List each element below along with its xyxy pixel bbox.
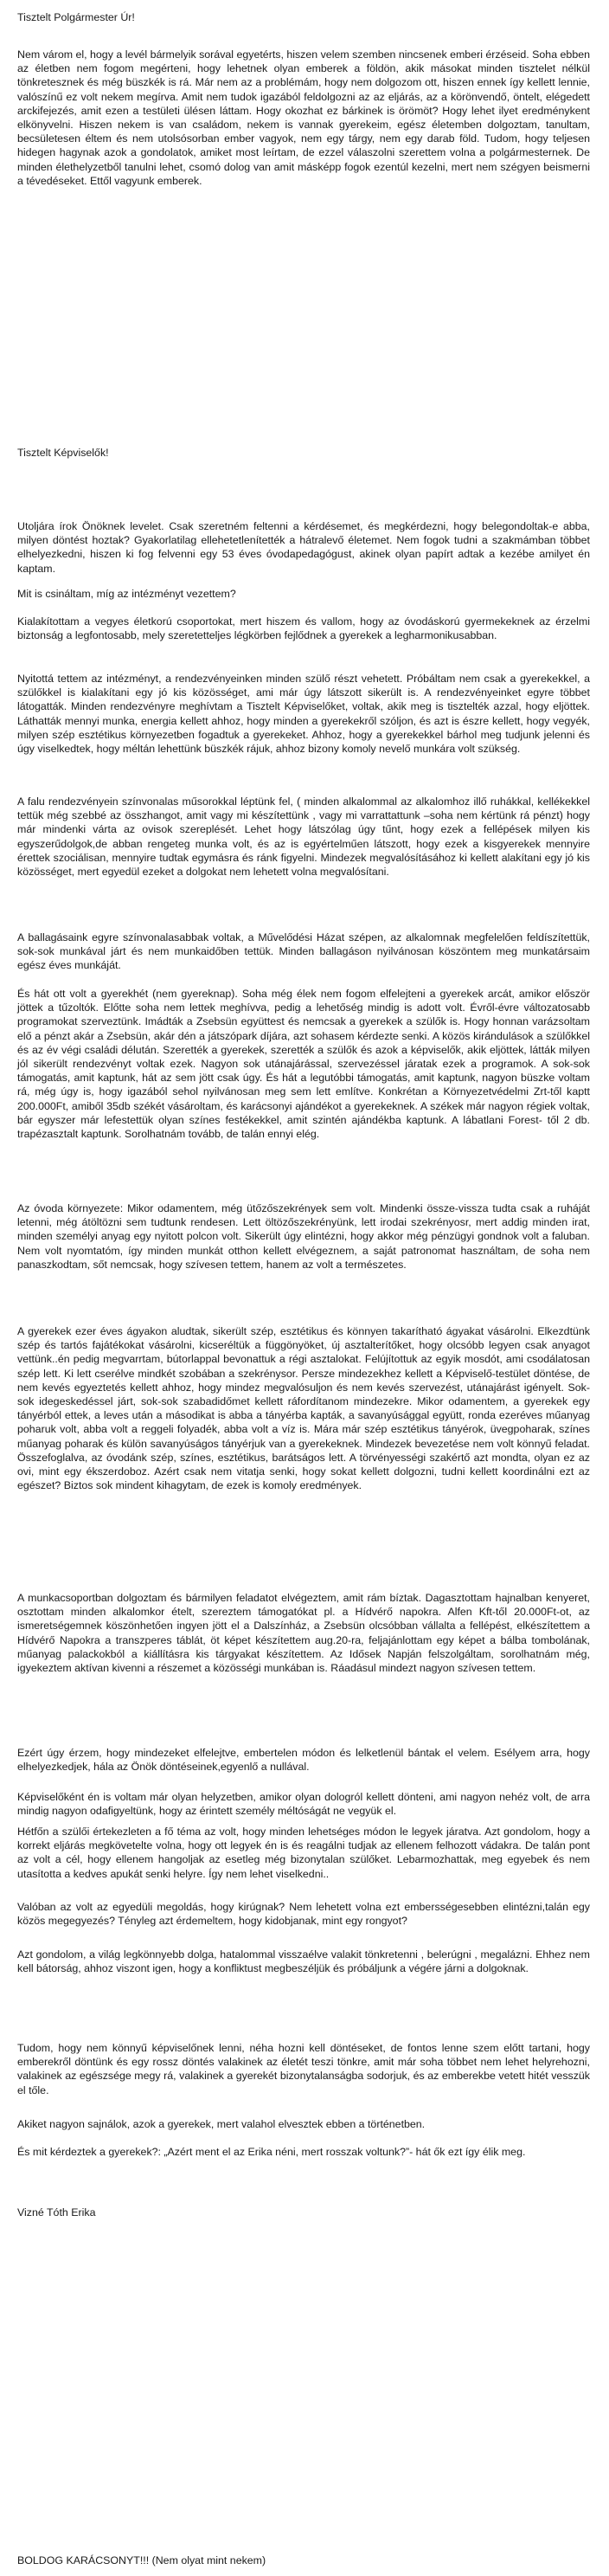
letter1-body: Nem várom el, hogy a levél bármelyik sorával egyetérts, hiszen velem szemben nincsenek emberi érzéseid. Soha ebben az életben nem fogom megérteni, hogy lehetnek olyan emberek a földön, akik másokat minden tisztelet nélkül tönkretesznek és még büszkék is rá. Már nem az a problémám, hogy nem dolgozom ott, hiszen ennek így kellett lennie, valószínű ez volt nekem megírva. Amit nem tudok igazából feldolgozni az az eljárás, az a körönvendő, öntelt, elégedett arckifejezés, amit ezen a testületi ülésen láttam. Hogy okozhat ez bárkinek is örömöt? Hogy lehet ilyet eredménykent elkönyvelni. Hiszen nekem is van családom, nekem is vannak gyerekeim, egész életemben dolgoztam, tanultam, becsületesen éltem és nem utolsósorban ember vagyok, nem egy tárgy, nem egy darab föld. Tudom, hogy teljesen hidegen hagynak azok a gondolatok, amiket most leírtam, de ezzel válaszolni szerettem volna a polgármesternek. De minden élethelyzetből tanulni lehet, csomó dolog van amit másképp fogok ezentúl kezelni, mert nem szégyen beismerni a tévedéseket. Ettől vagyunk emberek. <box>17 48 590 187</box>
letter2-paragraph: Ezért úgy érzem, hogy mindezeket elfelejtve, embertelen módon és lelketlenül bántak el velem. Esélyem arra, hogy elhelyezkedjek, hála az Önök döntéseinek,egyenlő a nullával. <box>17 1747 590 1774</box>
letter2-paragraph: Mit is csináltam, míg az intézményt vezettem? <box>17 588 236 600</box>
letter2-paragraph: És mit kérdeztek a gyerekek?: „Azért ment el az Erika néni, mert rosszak voltunk?”- hát ők ezt így élik meg. <box>17 2146 526 2158</box>
letter2-paragraph: A falu rendezvényein színvonalas műsorokkal léptünk fel, ( minden alkalommal az alkalomhoz illő ruhákkal, kellékekkel tettük még szebbé az összhangot, amit vagy mi készítettünk , vagy mi varrattattunk –soha nem kértünk rá pénzt) hogy már mindenki várta az ovisok szereplését. Lehet hogy látszólag úgy tűnt, hogy ezek a fellépések milyen kis egyszerűdolgok,de abban rengeteg munka volt, és az is egyértelműen látszott, hogy ezek a kisgyerekek mennyire érettek szociálisan, mennyire tudtak egymásra és ránk figyelni. Mindezek megvalósításához ki kellett alakítani egy jó kis közösséget, mert egyedül ezeket a dolgokat nem lehetett volna megvalósítani. <box>17 795 590 879</box>
letter2-paragraph: A ballagásaink egyre színvonalasabbak voltak, a Művelődési Házat szépen, az alkalomnak megfelelően feldíszítettük, sok-sok munkával járt és nem munkaidőben tettük. Minden ballagáson nyilvánosan köszöntem meg munkatársaim egész éves munkáját. <box>17 931 590 972</box>
letter2-salutation: Tisztelt Képviselők! <box>17 447 109 459</box>
letter2-paragraph: Nyitottá tettem az intézményt, a rendezvényeinken minden szülő részt vehetett. Próbáltam nem csak a gyerekekkel, a szülőkkel is kialakítani egy jó kis közösséget, ami már úgy látszott sikerült is. A rendezvényeinket egyre többet látogatták. Minden rendezvényre meghívtam a Tisztelt Képviselőket, voltak, akik meg is tisztelték azzal, hogy eljöttek. Láthatták mennyi munka, energia kellett ahhoz, hogy minden a gyerekekről szóljon, és azt is észre kellett, hogy vegyék, milyen szép esztétikus környezetben fogadtuk a gyerekeket. Ahhoz, hogy a gyerekekkel bárhol meg tudjunk jelenni és úgy viselkedtek, hogy méltán lehettünk büszkék rájuk, ahhoz bizony komoly nevelő munkára volt szükség. <box>17 673 590 756</box>
letter2-paragraph: Kialakítottam a vegyes életkorú csoportokat, mert hiszem és vallom, hogy az óvodáskorú gyermekeknek az érzelmi biztonság a legfontosabb, mely szeretetteljes légkörben fejlődnek a gyerekek a legharmonikusabban. <box>17 615 590 642</box>
letter2-paragraph: Az óvoda környezete: Mikor odamentem, még ütőzőszekrények sem volt. Mindenki össze-vissza tudta csak a ruháját letenni, még átöltözni sem tudtunk rendesen. Lett öltözőszekrényünk, lett irodai szekrényosr, mert addig minden irat, minden személyi anyag egy nyitott polcon volt. Sikerült úgy elintézni, hogy akkor még pénzügyi gondnok volt a faluban. Nem volt nyomtatóm, így minden munkát otthon kellett elvégeznem, a saját patronomat használtam, de soha nem panaszkodtam, sőt nemcsak, hogy szívesen tettem, hanem az volt a természetes. <box>17 1202 590 1271</box>
closing-greeting: BOLDOG KARÁCSONYT!!! (Nem olyat mint nekem) <box>17 2554 266 2567</box>
signature: Vizné Tóth Erika <box>17 2206 96 2219</box>
letter2-paragraph: Képviselőként én is voltam már olyan helyzetben, amikor olyan dologról kellett dönteni, ami nagyon nehéz volt, de arra mindig nagyon odafigyeltünk, hogy az érintett személy méltóságát ne vegyük el. <box>17 1791 590 1818</box>
letter1-salutation: Tisztelt Polgármester Úr! <box>17 11 135 23</box>
letter2-paragraph: Tudom, hogy nem könnyű képviselőnek lenni, néha hozni kell döntéseket, de fontos lenne szem előtt tartani, hogy emberekről döntünk és egy rossz döntés valakinek az életét teszi tönkre, amit már soha többet nem lehet helyrehozni, valakinek az egészsége megy rá, valakinek a gyerekét bizonytalanságba sodorjuk, és az emberekbe vetett hitét vesszük el tőle. <box>17 2042 590 2096</box>
letter2-paragraph: A munkacsoportban dolgoztam és bármilyen feladatot elvégeztem, amit rám bíztak. Dagasztottam hajnalban kenyeret, osztottam minden alkalomkor ételt, szereztem támogatókat pl. a Hídvérő napokra. Alfen Kft-től 20.000Ft-ot, az ismeretségemnek köszönhetően ingyen jött el a Dalszínház, a Zsebsün olcsóbban vállalta a fellépést, elkészítettem a Hídvérő Napokra a transzperes táblát, öt képet készítettem aug.20-ra, feljajánlottam egy képet a bálba tombolának, műanyag palackokból a kiállításra kis tárgyakat készítettem. Az Idősek Napján felszolgáltam, sorolhatnám még, igyekeztem aktívan kivenni a részemet a közösségi munkában is. Ráadásul mindezt nagyon szívesen tettem. <box>17 1592 590 1675</box>
letter2-paragraph: A gyerekek ezer éves ágyakon aludtak, sikerült szép, esztétikus és könnyen takarítható ágyakat vásárolni. Elkezdtünk szép és tartós fajátékokat vásárolni, kicseréltük a függönyöket, új asztalterítőket, hogy olcsóbb legyen csak anyagot vettünk..én pedig megvarrtam, bútorlappal bevonattuk a régi asztalokat. Felújítottuk az egyik mosdót, ami csodálatosan szép lett. Ki lett cserélve mindkét szobában a szekrénysor. Persze mindezekhez kellett a Képviselő-testület döntése, de nem kevés egyeztetés kellett ahhoz, hogy mindez megvalósuljon és nem kevés szervezést, utánajárást igényelt. Sok-sok idegeskedéssel járt, sok-sok szabadidőmet kellett ráfordítanom mindezekre. Mikor odamentem, a gyerekek egy tányérból ettek, a leves után a másodikat is abba a tányérba kapták, a savanyúsággal együtt, ronda ezeréves műanyag poharuk volt, abba volt a reggeli folyadék, abba volt a víz is. Mára már szép esztétikus tányérok, üvegpoharak, színes műanyag poharak és külön savanyúságos tányérjuk van a gyerekeknek. Mindezek bevezetése nem volt könnyű feladat. Összefoglalva, az óvodánk szép, színes, esztétikus, barátságos lett. A törvényességi szakértő azt mondta, olyan ez az ovi, mint egy ékszerdoboz. Azért csak nem vitatja senki, hogy sokat kellett dolgozni, tudni kellett koordinálni ezt az egészet? Biztos sok mindent kihagytam, de ezek is komoly eredmények. <box>17 1325 590 1492</box>
letter2-paragraph: Hétfőn a szülői értekezleten a fő téma az volt, hogy minden lehetséges módon le legyek járatva. Azt gondolom, hogy a korrekt eljárás megkövetelte volna, hogy ott legyek én is és reagálni tudjak az ellenem felhozott vádakra. De talán pont az volt a cél, hogy ellenem hangoljak az esetleg még bizonytalan szülőket. Lebarmozhattak, meg egyebek és nem utasította a kedves apukát senki helyre. Így nem lehet viselkedni.. <box>17 1826 590 1880</box>
letter2-paragraph: Valóban az volt az egyedüli megoldás, hogy kirúgnak? Nem lehetett volna ezt embersségesebben elintézni,talán egy közös megegyezés? Tényleg azt érdemeltem, hogy kidobjanak, mint egy rongyot? <box>17 1901 590 1928</box>
letter2-paragraph: Azt gondolom, a világ legkönnyebb dolga, hatalommal visszaélve valakit tönkretenni , belerúgni , megalázni. Ehhez nem kell bátorság, ahhoz viszont igen, hogy a konfliktust megbeszéljük és próbáljunk a végére járni a dolgoknak. <box>17 1948 590 1975</box>
letter2-paragraph: És hát ott volt a gyerekhét (nem gyereknap). Soha még élek nem fogom elfelejteni a gyerekek arcát, amikor először jöttek a tűzoltók. Előtte soha nem lettek meghívva, pedig a lehetőség mindig is adott volt. Évről-évre változatosabb programokat szerveztünk. Imádták a Zsebsün együttest és nemcsak a gyerekek a szülők is. Hogy honnan varázsoltam elő a pénzt akár a Zsebsün, akár dén a játszópark díjára, azt sohasem kérdezte senki. A közös kirándulások a szülőkkel és az év végi családi délután. Szerették a gyerekek, szerették a szülők és azok a képviselők, akik eljöttek, látták milyen jól sikerült rendezvényt voltak ezek. Nagyon sok utánajárással, szervezéssel járatak ezek a programok. A sok-sok támogatás, amit kaptunk, hát az sem jött csak úgy. És hát a legutóbbi támogatás, amit kaptunk, nagyon büszke voltam rá, még úgy is, hogy igazából sehol nyilvánosan meg sem lett említve. Konkrétan a Környezetvédelmi Zrt-től kaptt 200.000Ft, amiből 35db székét vásároltam, és karácsonyi ajándékot a gyerekeknek. A székek már nagyon régiek voltak, bár egyszer már lefestettük olyan színes festékekkel, amit szintén ajándékba kaptunk. A lábatlani Forest- től 2 db. trapézasztalt kaptunk. Sorolhatnám tovább, de talán ennyi elég. <box>17 988 590 1141</box>
letter2-paragraph: Akiket nagyon sajnálok, azok a gyerekek, mert valahol elvesztek ebben a történetben. <box>17 2118 426 2130</box>
letter2-paragraph: Utoljára írok Önöknek levelet. Csak szeretném feltenni a kérdésemet, és megkérdezni, hogy belegondoltak-e abba, milyen döntést hoztak? Gyakorlatilag ellehetetlenítették a hátralevő életemet. Nem fogok tudni a szakmámban többet elhelyezkedni, hiszen ki fog felvenni egy 53 éves óvodapedagógust, akinek olyan papírt adtak a kezébe amilyet én kaptam. <box>17 520 590 575</box>
